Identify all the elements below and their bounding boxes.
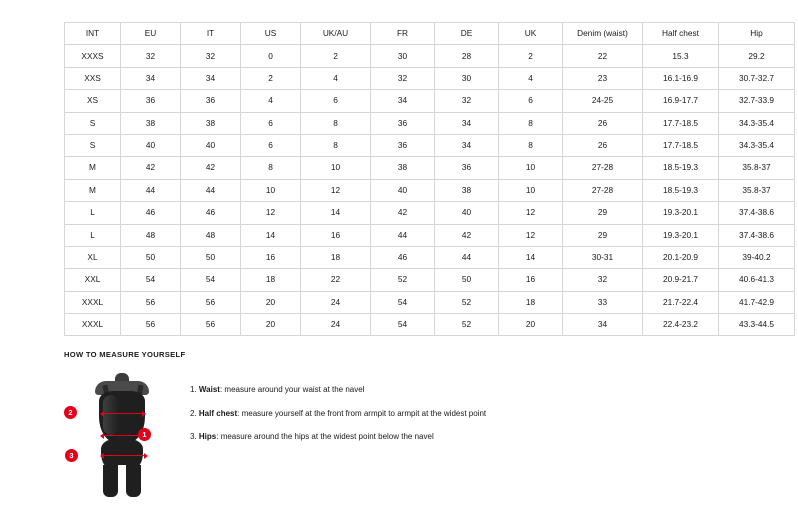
table-row <box>65 314 795 336</box>
instruction-half-chest-index: 2. <box>190 408 197 418</box>
measurement-instructions <box>184 373 764 456</box>
cell-fr: 44 <box>371 224 435 246</box>
cell-eu: 50 <box>121 246 181 268</box>
cell-de: 52 <box>435 291 499 313</box>
cell-uk: 10 <box>499 157 563 179</box>
column-header-eu: EU <box>121 23 181 45</box>
instruction-waist-term: Waist <box>198 385 220 394</box>
waist-arrow-icon <box>104 435 142 436</box>
cell-hip: 35.8-37 <box>719 157 795 179</box>
cell-us: 10 <box>241 179 301 201</box>
cell-uk-au: 8 <box>301 112 371 134</box>
cell-fr: 54 <box>371 314 435 336</box>
column-header-us: US <box>241 23 301 45</box>
how-to-measure-title: HOW TO MEASURE YOURSELF <box>64 350 186 359</box>
cell-int: XXXL <box>65 314 121 336</box>
instruction-hips-term: Hips <box>198 432 217 442</box>
cell-eu: 56 <box>121 314 181 336</box>
column-header-half-chest: Half chest <box>643 23 719 45</box>
mannequin-torso-highlight <box>103 395 119 435</box>
measurement-figure <box>64 373 184 503</box>
cell-de: 50 <box>435 269 499 291</box>
cell-uk: 12 <box>499 202 563 224</box>
marker-2: 2 <box>64 406 77 419</box>
column-header-de: DE <box>435 23 499 45</box>
cell-int: M <box>65 179 121 201</box>
cell-uk: 2 <box>499 45 563 67</box>
table-row <box>65 90 795 112</box>
column-header-fr: FR <box>371 23 435 45</box>
cell-fr: 32 <box>371 67 435 89</box>
cell-eu: 44 <box>121 179 181 201</box>
size-chart-table <box>64 22 795 336</box>
cell-de: 30 <box>435 67 499 89</box>
cell-it: 42 <box>181 157 241 179</box>
cell-hip: 29.2 <box>719 45 795 67</box>
table-row <box>65 134 795 156</box>
instruction-hips <box>190 432 764 442</box>
cell-uk-au: 14 <box>301 202 371 224</box>
cell-denim-waist: 26 <box>563 134 643 156</box>
cell-hip: 43.3-44.5 <box>719 314 795 336</box>
cell-fr: 38 <box>371 157 435 179</box>
cell-us: 8 <box>241 157 301 179</box>
cell-uk-au: 22 <box>301 269 371 291</box>
marker-3: 3 <box>65 449 78 462</box>
cell-uk: 8 <box>499 112 563 134</box>
table-row <box>65 45 795 67</box>
cell-hip: 37.4-38.6 <box>719 202 795 224</box>
cell-eu: 54 <box>121 269 181 291</box>
cell-half-chest: 17.7-18.5 <box>643 134 719 156</box>
cell-int: XL <box>65 246 121 268</box>
cell-de: 52 <box>435 314 499 336</box>
cell-denim-waist: 34 <box>563 314 643 336</box>
cell-de: 28 <box>435 45 499 67</box>
cell-us: 16 <box>241 246 301 268</box>
cell-de: 36 <box>435 157 499 179</box>
column-header-denim-waist: Denim (waist) <box>563 23 643 45</box>
cell-denim-waist: 24-25 <box>563 90 643 112</box>
table-row <box>65 202 795 224</box>
cell-half-chest: 15.3 <box>643 45 719 67</box>
cell-half-chest: 19.3-20.1 <box>643 202 719 224</box>
cell-uk: 14 <box>499 246 563 268</box>
cell-hip: 32.7-33.9 <box>719 90 795 112</box>
instruction-hips-index: 3. <box>190 432 197 442</box>
cell-eu: 34 <box>121 67 181 89</box>
table-row <box>65 179 795 201</box>
cell-de: 32 <box>435 90 499 112</box>
cell-us: 2 <box>241 67 301 89</box>
size-chart-body <box>65 45 795 336</box>
cell-it: 32 <box>181 45 241 67</box>
column-header-int: INT <box>65 23 121 45</box>
cell-uk-au: 16 <box>301 224 371 246</box>
cell-int: XXS <box>65 67 121 89</box>
instruction-half-chest <box>190 409 764 419</box>
cell-half-chest: 18.5-19.3 <box>643 179 719 201</box>
table-row <box>65 269 795 291</box>
cell-us: 0 <box>241 45 301 67</box>
cell-eu: 48 <box>121 224 181 246</box>
table-header-row <box>65 23 795 45</box>
cell-eu: 56 <box>121 291 181 313</box>
cell-uk-au: 8 <box>301 134 371 156</box>
table-row <box>65 67 795 89</box>
cell-fr: 46 <box>371 246 435 268</box>
cell-uk: 8 <box>499 134 563 156</box>
cell-us: 20 <box>241 291 301 313</box>
cell-fr: 36 <box>371 134 435 156</box>
instruction-half-chest-text: : measure yourself at the front from armpit to armpit at the widest point <box>237 408 487 418</box>
cell-hip: 34.3-35.4 <box>719 112 795 134</box>
table-row <box>65 224 795 246</box>
cell-denim-waist: 32 <box>563 269 643 291</box>
cell-de: 40 <box>435 202 499 224</box>
cell-it: 44 <box>181 179 241 201</box>
cell-hip: 35.8-37 <box>719 179 795 201</box>
cell-hip: 37.4-38.6 <box>719 224 795 246</box>
cell-hip: 41.7-42.9 <box>719 291 795 313</box>
column-header-uk-au: UK/AU <box>301 23 371 45</box>
cell-uk: 10 <box>499 179 563 201</box>
hips-arrow-icon <box>104 455 144 456</box>
cell-denim-waist: 30-31 <box>563 246 643 268</box>
half-chest-arrow-icon <box>104 413 142 414</box>
cell-fr: 54 <box>371 291 435 313</box>
cell-de: 34 <box>435 112 499 134</box>
instruction-half-chest-term: Half chest <box>198 408 238 418</box>
size-chart-container <box>64 22 775 336</box>
cell-half-chest: 16.9-17.7 <box>643 90 719 112</box>
marker-1: 1 <box>138 428 151 441</box>
table-row <box>65 291 795 313</box>
cell-us: 12 <box>241 202 301 224</box>
cell-denim-waist: 23 <box>563 67 643 89</box>
cell-half-chest: 17.7-18.5 <box>643 112 719 134</box>
cell-eu: 40 <box>121 134 181 156</box>
cell-int: S <box>65 112 121 134</box>
cell-it: 48 <box>181 224 241 246</box>
cell-int: M <box>65 157 121 179</box>
instruction-waist-index: 1. <box>190 385 197 394</box>
instruction-waist-text: : measure around your waist at the navel <box>219 385 365 394</box>
cell-eu: 42 <box>121 157 181 179</box>
cell-int: XS <box>65 90 121 112</box>
cell-it: 50 <box>181 246 241 268</box>
instruction-waist <box>190 385 764 395</box>
column-header-hip: Hip <box>719 23 795 45</box>
cell-denim-waist: 26 <box>563 112 643 134</box>
cell-uk: 18 <box>499 291 563 313</box>
cell-half-chest: 21.7-22.4 <box>643 291 719 313</box>
mannequin-leg-left <box>103 465 118 497</box>
cell-us: 20 <box>241 314 301 336</box>
cell-eu: 38 <box>121 112 181 134</box>
cell-hip: 39-40.2 <box>719 246 795 268</box>
cell-uk-au: 10 <box>301 157 371 179</box>
cell-us: 14 <box>241 224 301 246</box>
cell-fr: 42 <box>371 202 435 224</box>
cell-de: 42 <box>435 224 499 246</box>
cell-fr: 36 <box>371 112 435 134</box>
cell-denim-waist: 27-28 <box>563 179 643 201</box>
cell-it: 46 <box>181 202 241 224</box>
cell-uk: 16 <box>499 269 563 291</box>
cell-denim-waist: 33 <box>563 291 643 313</box>
cell-half-chest: 22.4-23.2 <box>643 314 719 336</box>
cell-denim-waist: 29 <box>563 224 643 246</box>
cell-uk: 6 <box>499 90 563 112</box>
cell-half-chest: 20.9-21.7 <box>643 269 719 291</box>
cell-half-chest: 20.1-20.9 <box>643 246 719 268</box>
cell-de: 34 <box>435 134 499 156</box>
how-to-measure-body <box>64 373 764 503</box>
cell-uk-au: 24 <box>301 291 371 313</box>
cell-hip: 30.7-32.7 <box>719 67 795 89</box>
cell-int: XXXS <box>65 45 121 67</box>
cell-uk-au: 4 <box>301 67 371 89</box>
cell-int: L <box>65 224 121 246</box>
cell-eu: 36 <box>121 90 181 112</box>
cell-it: 56 <box>181 314 241 336</box>
cell-uk-au: 18 <box>301 246 371 268</box>
how-to-measure-section <box>64 350 764 503</box>
cell-it: 36 <box>181 90 241 112</box>
table-row <box>65 112 795 134</box>
cell-half-chest: 18.5-19.3 <box>643 157 719 179</box>
cell-uk: 12 <box>499 224 563 246</box>
cell-uk-au: 12 <box>301 179 371 201</box>
cell-eu: 32 <box>121 45 181 67</box>
cell-us: 6 <box>241 112 301 134</box>
instruction-hips-text: : measure around the hips at the widest point below the navel <box>216 432 434 442</box>
cell-de: 38 <box>435 179 499 201</box>
table-row <box>65 246 795 268</box>
cell-hip: 40.6-41.3 <box>719 269 795 291</box>
cell-half-chest: 19.3-20.1 <box>643 224 719 246</box>
cell-us: 18 <box>241 269 301 291</box>
cell-uk-au: 24 <box>301 314 371 336</box>
cell-uk: 20 <box>499 314 563 336</box>
cell-us: 4 <box>241 90 301 112</box>
cell-it: 38 <box>181 112 241 134</box>
cell-uk-au: 2 <box>301 45 371 67</box>
cell-uk-au: 6 <box>301 90 371 112</box>
cell-denim-waist: 27-28 <box>563 157 643 179</box>
cell-uk: 4 <box>499 67 563 89</box>
cell-hip: 34.3-35.4 <box>719 134 795 156</box>
cell-fr: 30 <box>371 45 435 67</box>
cell-de: 44 <box>435 246 499 268</box>
cell-fr: 40 <box>371 179 435 201</box>
cell-denim-waist: 29 <box>563 202 643 224</box>
cell-it: 40 <box>181 134 241 156</box>
size-chart-header <box>65 23 795 45</box>
column-header-uk: UK <box>499 23 563 45</box>
cell-fr: 34 <box>371 90 435 112</box>
cell-int: S <box>65 134 121 156</box>
cell-int: L <box>65 202 121 224</box>
mannequin-leg-gap <box>118 465 126 497</box>
cell-int: XXL <box>65 269 121 291</box>
cell-half-chest: 16.1-16.9 <box>643 67 719 89</box>
cell-int: XXXL <box>65 291 121 313</box>
cell-eu: 46 <box>121 202 181 224</box>
cell-us: 6 <box>241 134 301 156</box>
mannequin-leg-right <box>126 465 141 497</box>
cell-it: 56 <box>181 291 241 313</box>
cell-it: 34 <box>181 67 241 89</box>
cell-denim-waist: 22 <box>563 45 643 67</box>
cell-it: 54 <box>181 269 241 291</box>
cell-fr: 52 <box>371 269 435 291</box>
column-header-it: IT <box>181 23 241 45</box>
table-row <box>65 157 795 179</box>
